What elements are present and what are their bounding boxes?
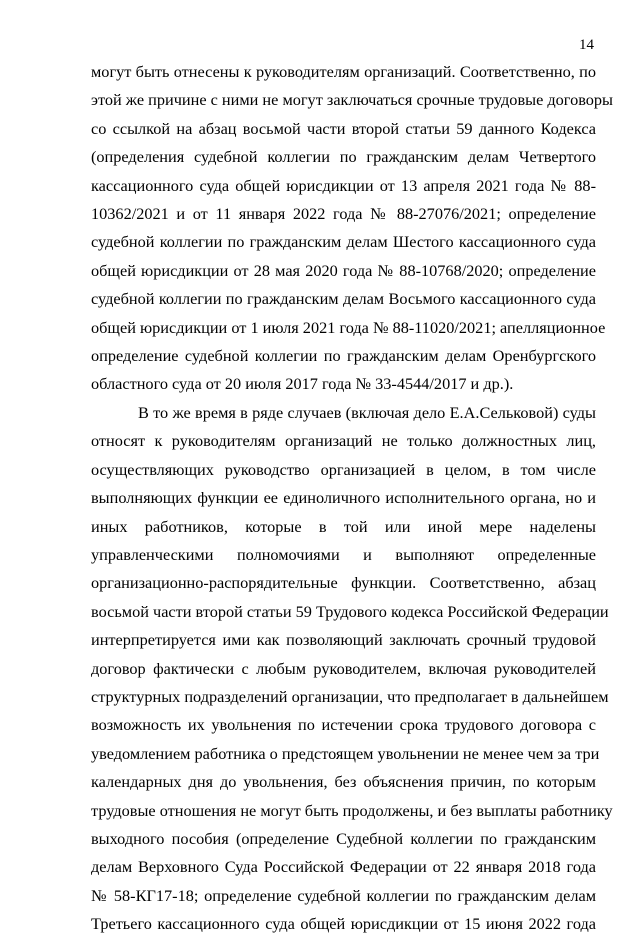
text-line: могут быть отнесены к руководителям организаций. Соответственно, по bbox=[91, 62, 596, 81]
text-line: кассационного суда общей юрисдикции от 13 апреля 2021 года № 88- bbox=[91, 175, 596, 195]
text-line: № 58-КГ17-18; определение судебной коллегии по гражданским делам bbox=[91, 885, 596, 905]
text-line: уведомлением работника о предстоящем увольнении не менее чем за три bbox=[91, 743, 600, 763]
text-line: иных работников, которые в той или иной мере наделены bbox=[91, 516, 596, 536]
paragraph bbox=[91, 58, 613, 399]
text-line: В то же время в ряде случаев (включая дело Е.А.Сельковой) суды bbox=[138, 402, 596, 422]
text-line: выходного пособия (определение Судебной коллегии по гражданским bbox=[91, 828, 596, 848]
text-line: осуществляющих руководство организацией в целом, в том числе bbox=[91, 459, 596, 479]
page-number: 14 bbox=[579, 37, 594, 53]
text-line: относят к руководителям организаций не только должностных лиц, bbox=[91, 431, 596, 451]
text-line: структурных подразделений организации, что предполагает в дальнейшем bbox=[91, 686, 609, 706]
text-line: 10362/2021 и от 11 января 2022 года № 88-27076/2021; определение bbox=[91, 204, 596, 224]
text-line: календарных дня до увольнения, без объяснения причин, по которым bbox=[91, 772, 596, 792]
text-line: судебной коллегии по гражданским делам Восьмого кассационного суда bbox=[91, 289, 596, 309]
text-line: областного суда от 20 июля 2017 года № 33-4544/2017 и др.). bbox=[91, 374, 514, 394]
text-line: общей юрисдикции от 28 мая 2020 года № 88-10768/2020; определение bbox=[91, 260, 596, 280]
text-line: трудовые отношения не могут быть продолжены, и без выплаты работнику bbox=[91, 800, 613, 820]
text-line: этой же причине с ними не могут заключаться срочные трудовые договоры bbox=[91, 90, 613, 110]
text-line: восьмой части второй статьи 59 Трудового кодекса Российской Федерации bbox=[91, 601, 609, 621]
text-line: общей юрисдикции от 1 июля 2021 года № 88-11020/2021; апелляционное bbox=[91, 317, 606, 337]
paragraph bbox=[91, 399, 613, 939]
text-line: определение судебной коллегии по гражданским делам Оренбургского bbox=[91, 346, 596, 366]
text-line: организационно-распорядительные функции. Соответственно, абзац bbox=[91, 573, 596, 593]
text-line: управленческими полномочиями и выполняют определенные bbox=[91, 544, 596, 564]
document-body bbox=[91, 58, 613, 939]
text-line: интерпретируется ими как позволяющий заключать срочный трудовой bbox=[91, 630, 596, 650]
text-line: делам Верховного Суда Российской Федерации от 22 января 2018 года bbox=[91, 857, 596, 877]
text-line: (определения судебной коллегии по гражданским делам Четвертого bbox=[91, 147, 596, 167]
text-line: выполняющих функции ее единоличного исполнительного органа, но и bbox=[91, 488, 596, 508]
text-line: судебной коллегии по гражданским делам Шестого кассационного суда bbox=[91, 232, 596, 252]
text-line: со ссылкой на абзац восьмой части второй статьи 59 данного Кодекса bbox=[91, 118, 596, 138]
text-line: договор фактически с любым руководителем, включая руководителей bbox=[91, 658, 596, 678]
text-line: Третьего кассационного суда общей юрисдикции от 15 июня 2022 года bbox=[91, 914, 596, 934]
text-line: возможность их увольнения по истечении срока трудового договора с bbox=[91, 715, 596, 735]
